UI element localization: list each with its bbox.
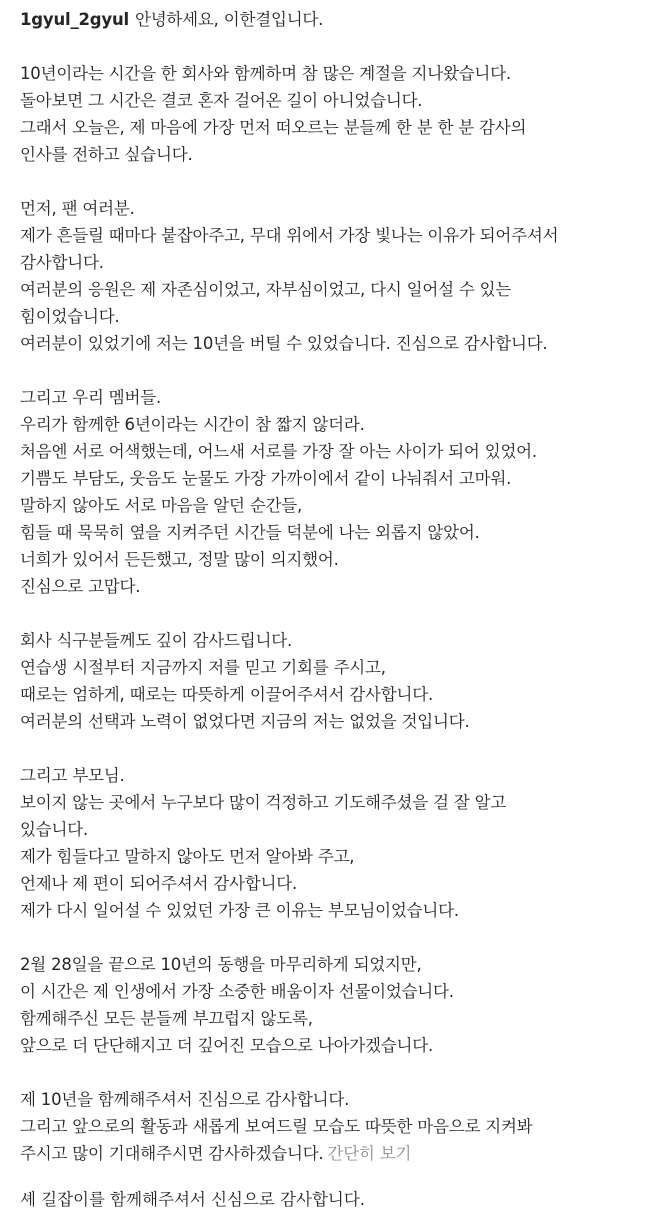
caption-line: 보이지 않는 곳에서 누구보다 많이 걱정하고 기도해주셨을 걸 잘 알고 <box>20 793 507 812</box>
caption-line: 제가 흔들릴 때마다 붙잡아주고, 무대 위에서 가장 빛나는 이유가 되어주셔서 <box>20 226 559 245</box>
caption-line: 그리고 앞으로의 활동과 새롭게 보여드릴 모습도 따뜻한 마음으로 지켜봐 <box>20 1117 533 1136</box>
caption-line: 제가 다시 일어설 수 있었던 가장 큰 이유는 부모님이었습니다. <box>20 901 459 920</box>
caption-line: 우리가 함께한 6년이라는 시간이 참 짧지 않더라. <box>20 415 365 434</box>
caption-line: 있습니다. <box>20 820 89 839</box>
caption-line: 제 10년을 함께해주셔서 진심으로 감사합니다. <box>20 1090 350 1109</box>
caption-last-text: 주시고 많이 기대해주시면 감사하겠습니다. <box>20 1144 324 1163</box>
caption-line: 앞으로 더 단단해지고 더 깊어진 모습으로 나아가겠습니다. <box>20 1036 434 1055</box>
caption-line: 너희가 있어서 든든했고, 정말 많이 의지했어. <box>20 550 339 569</box>
caption-line: 힘이었습니다. <box>20 307 120 326</box>
caption-cutoff-line: 셰 길잡이를 함께해주셔서 신심으로 감사합니다. <box>20 1190 366 1209</box>
caption-line: 여러분의 선택과 노력이 없었다면 지금의 저는 없었을 것입니다. <box>20 712 470 731</box>
paragraph-gap <box>20 357 648 384</box>
caption-line: 돌아보면 그 시간은 결코 혼자 걸어온 길이 아니었습니다. <box>20 91 423 110</box>
caption-last-line <box>20 1140 648 1167</box>
collapse-caption-link[interactable]: 간단히 보기 <box>327 1144 412 1163</box>
username-link[interactable]: 1gyul_2gyul <box>20 10 129 29</box>
paragraph-gap <box>20 33 648 60</box>
caption-line: 제가 힘들다고 말하지 않아도 먼저 알아봐 주고, <box>20 847 355 866</box>
paragraph-gap <box>20 600 648 627</box>
post-caption <box>20 6 648 1167</box>
caption-line: 감사합니다. <box>20 253 104 272</box>
caption-line: 여러분의 응원은 제 자존심이었고, 자부심이었고, 다시 일어설 수 있는 <box>20 280 512 299</box>
caption-line: 그리고 부모님. <box>20 766 125 785</box>
caption-line: 그래서 오늘은, 제 마음에 가장 먼저 떠오르는 분들께 한 분 한 분 감사의 <box>20 118 527 137</box>
caption-line: 그리고 우리 멤버들. <box>20 388 162 407</box>
caption-line: 때로는 엄하게, 때로는 따뜻하게 이끌어주셔서 감사합니다. <box>20 685 434 704</box>
caption-intro: 안녕하세요, 이한결입니다. <box>134 10 324 29</box>
paragraph-gap <box>20 735 648 762</box>
caption-line: 힘들 때 묵묵히 옆을 지켜주던 시간들 덕분에 나는 외롭지 않았어. <box>20 523 480 542</box>
caption-line: 함께해주신 모든 분들께 부끄럽지 않도록, <box>20 1009 313 1028</box>
caption-line: 기쁨도 부담도, 웃음도 눈물도 가장 가까이에서 같이 나눠줘서 고마워. <box>20 469 512 488</box>
paragraph-gap <box>20 168 648 195</box>
caption-line: 회사 식구분들께도 깊이 감사드립니다. <box>20 631 293 650</box>
paragraph-gap <box>20 924 648 951</box>
caption-line: 인사를 전하고 싶습니다. <box>20 145 193 164</box>
caption-line: 2월 28일을 끝으로 10년의 동행을 마무리하게 되었지만, <box>20 955 422 974</box>
caption-line: 먼저, 팬 여러분. <box>20 199 135 218</box>
caption-line: 10년이라는 시간을 한 회사와 함께하며 참 많은 계절을 지나왔습니다. <box>20 64 511 83</box>
caption-line: 언제나 제 편이 되어주셔서 감사합니다. <box>20 874 298 893</box>
caption-line: 여러분이 있었기에 저는 10년을 버틸 수 있었습니다. 진심으로 감사합니다. <box>20 334 548 353</box>
caption-line: 연습생 시절부터 지금까지 저를 믿고 기회를 주시고, <box>20 658 386 677</box>
caption-line: 진심으로 고맙다. <box>20 577 141 596</box>
caption-line: 말하지 않아도 서로 마음을 알던 순간들, <box>20 496 303 515</box>
caption-first-line <box>20 6 648 33</box>
paragraph-gap <box>20 1059 648 1086</box>
caption-line: 처음엔 서로 어색했는데, 어느새 서로를 가장 잘 아는 사이가 되어 있었어. <box>20 442 537 461</box>
caption-body <box>20 60 648 1140</box>
caption-line: 이 시간은 제 인생에서 가장 소중한 배움이자 선물이었습니다. <box>20 982 454 1001</box>
